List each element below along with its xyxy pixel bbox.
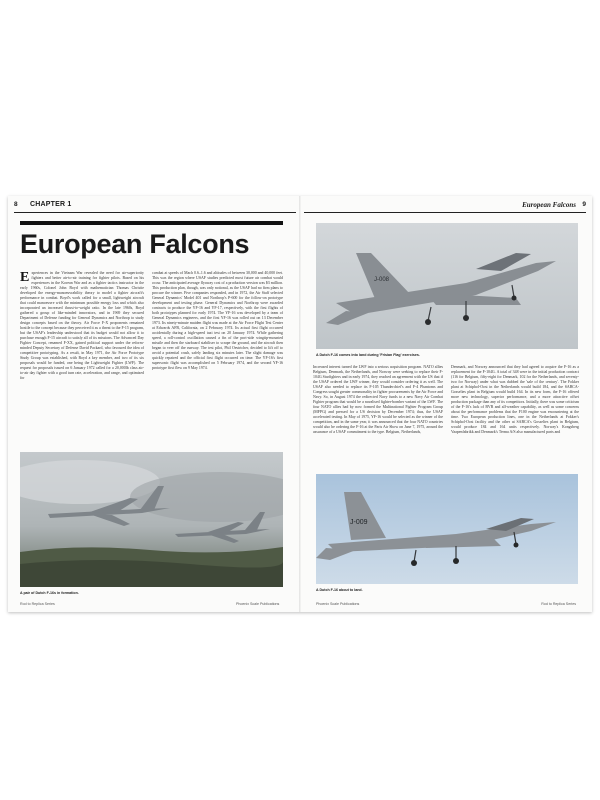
body-column-4: Denmark, and Norway announced that they had agreed to acquire the F-16 as a replacement for the F-104G. A total of 348 were in the initial production contract (116 for Belgium, fifty-eight for Denmark, 102 for the Netherlands, and seventy-two for Norway) under what was dubbed the 'sale of the century'. The Fokker plant at Schiphol-Oost in the Netherlands would build 184, and the SABCA-Gosselies plant in Belgium would build 164. In its new form, the F-16 offered more new technology, superior performance, and a more attractive offset production package than any of its competitors. Initially, there was some criticism of the F-16's lack of BVR and all-weather capability, as well as some concerns about the performance problems that the F100 engine was encountering at the time. Two European production lines, one in the Netherlands at Fokker's Schiphol-Oost facility and the other at SABCA's Gosselies plant in Belgium, would produce 184 and 164 units respectively. Norway's Kongsberg Vaapenfabrikk and Denmark's Terma A/S also manufactured parts and	[451, 365, 579, 434]
photo-approach-image	[316, 474, 578, 584]
caption-formation: A pair of Dutch F-16s in formation.	[20, 591, 79, 595]
photo-approach-jet	[316, 474, 578, 584]
photo-formation-image	[20, 452, 283, 587]
body-column-2: combat at speeds of Mach 0.6–1.6 and altitudes of between 30,000 and 40,000 feet. This was the region where USAF studies predicted most future air combat would occur. The anticipated average flyaway cost of a production version was $3 million. This production plan, though, was only notional, as the USAF had no firm plans to procure the winner. Five companies responded, and in 1972, the Air Staff selected General Dynamics' Model 401 and Northrop's P-600 for the follow-on prototype development and testing phase. General Dynamics and Northrop were awarded contracts to produce the YF-16 and YF-17, respectively, with the first flights of both prototypes planned for early 1974. The YF-16 was developed by a team of General Dynamics engineers, and the first YF-16 was rolled out on 13 December 1973. Its ninety-minute maiden flight was made at the Air Force Flight Test Center at Edwards AFB, California, on 2 February 1974. Its actual first flight occurred accidentally during a high-speed taxi test on 20 January 1974. While gathering speed, a roll-control oscillation caused a fin of the port-side wingtip-mounted missile and then the starboard stabiliser to scrape the ground, and the aircraft then began to veer off the runway. The test pilot, Phil Oestricher, decided to lift off to avoid a potential crash, safely landing six minutes later. The slight damage was quickly repaired and the official first flight occurred on time. The YF-16's first supersonic flight was accomplished on 5 February 1974, and the second YF-16 prototype first flew on 9 May 1974.	[152, 271, 283, 370]
tail-code-top: J-008	[374, 277, 390, 283]
photo-formation-flight	[20, 452, 283, 587]
right-page-number: 9	[582, 201, 586, 208]
body-column-3: Increased interest turned the LWF into a serious acquisition program. NATO allies Belgium, Denmark, the Netherlands, and Norway were seeking to replace their F-104G Starfighters and in early 1974, they reached an agreement with the US that if the USAF ordered the LWF winner, they would consider ordering it as well. The USAF also needed to replace its F-105 Thunderchief's and F-4 Phantoms and Congress sought greater commonality in fighter procurements by the Air Force and Navy. So, in August 1974 the redirected Navy funds to a new Navy Air Combat Fighter program that would be a navalised fighter-bomber variant of the LWF. The four NATO allies had by now formed the Multinational Fighter Program Group (MFPG) and pressed for a US decision by December 1974; thus, the USAF accelerated testing. In May of 1975, YF-16 would be selected as the winner of the competition, and in the same year, it was announced that the four NATO countries would also be ordering the F-16 at the Paris Air Show on June 7, 1975, around the assurance of a USAF commitment to the type. Belgium, Netherlands,	[313, 365, 443, 434]
running-title: European Falcons	[522, 201, 576, 209]
drop-cap: E	[20, 271, 30, 285]
header-rule-left	[14, 212, 296, 213]
caption-landing: A Dutch F-16 comes into land during 'Frisian Flag' exercises.	[316, 353, 420, 357]
title-rule	[20, 221, 283, 225]
column-1-text: xperiences in the Vietnam War revealed the need for air-superiority fighters and better air-to-air training for fighter pilots. Based on his experiences in the Korean War and as a fighter tactics instructor in the early 1960s, Colonel John Boyd with mathematician Thomas Christie developed the energy-manoeuvrability theory to model a fighter aircraft's performance in combat. Boyd's work called for a small, lightweight aircraft that could manoeuvre with the minimum possible energy loss and which also incorporated an increased thrust-to-weight ratio. In the late 1960s, Boyd gathered a group of like-minded innovators, and in 1969 they secured Department of Defense funding for General Dynamics and Northrop to study design concepts based on the theory. Air Force F-X proponents remained hostile to the concept because they perceived it as a threat to the F-15 program, but the USAF's leadership understood that its budget would not allow it to purchase enough F-15 aircraft to satisfy all of its missions. The Advanced Day Fighter Concept, renamed F-XX, gained political support under the reform-minded Deputy Secretary of Defense David Packard, who favoured the idea of competitive prototyping. As a result, in May 1971, the Air Force Prototype Study Group was established, with Boyd a key member, and two of its six proposals would be funded, one being the Lightweight Fighter (LWF). The request for proposals issued on 6 January 1972 called for a 20,000lb class air-to-air day fighter with a good turn rate, acceleration, and range, and optimised for	[20, 271, 144, 380]
left-page-number: 8	[14, 201, 18, 208]
photo-landing-image	[316, 223, 578, 349]
footer-series-right: Rod to Replica Series	[541, 602, 576, 606]
article-title: European Falcons	[20, 229, 250, 259]
photo-landing-jet	[316, 223, 578, 349]
footer-publisher-right: Phoenix Scale Publications	[316, 602, 360, 606]
body-column-1	[20, 271, 144, 447]
chapter-label: CHAPTER 1	[30, 201, 72, 208]
caption-approach: A Dutch F-16 about to land.	[316, 588, 363, 592]
footer-series-left: Rod to Replica Series	[20, 602, 55, 606]
footer-publisher-left: Phoenix Scale Publications	[236, 602, 280, 606]
tail-code-bottom: J-009	[350, 519, 368, 526]
page-gutter	[299, 196, 301, 612]
header-rule-right	[304, 212, 586, 213]
